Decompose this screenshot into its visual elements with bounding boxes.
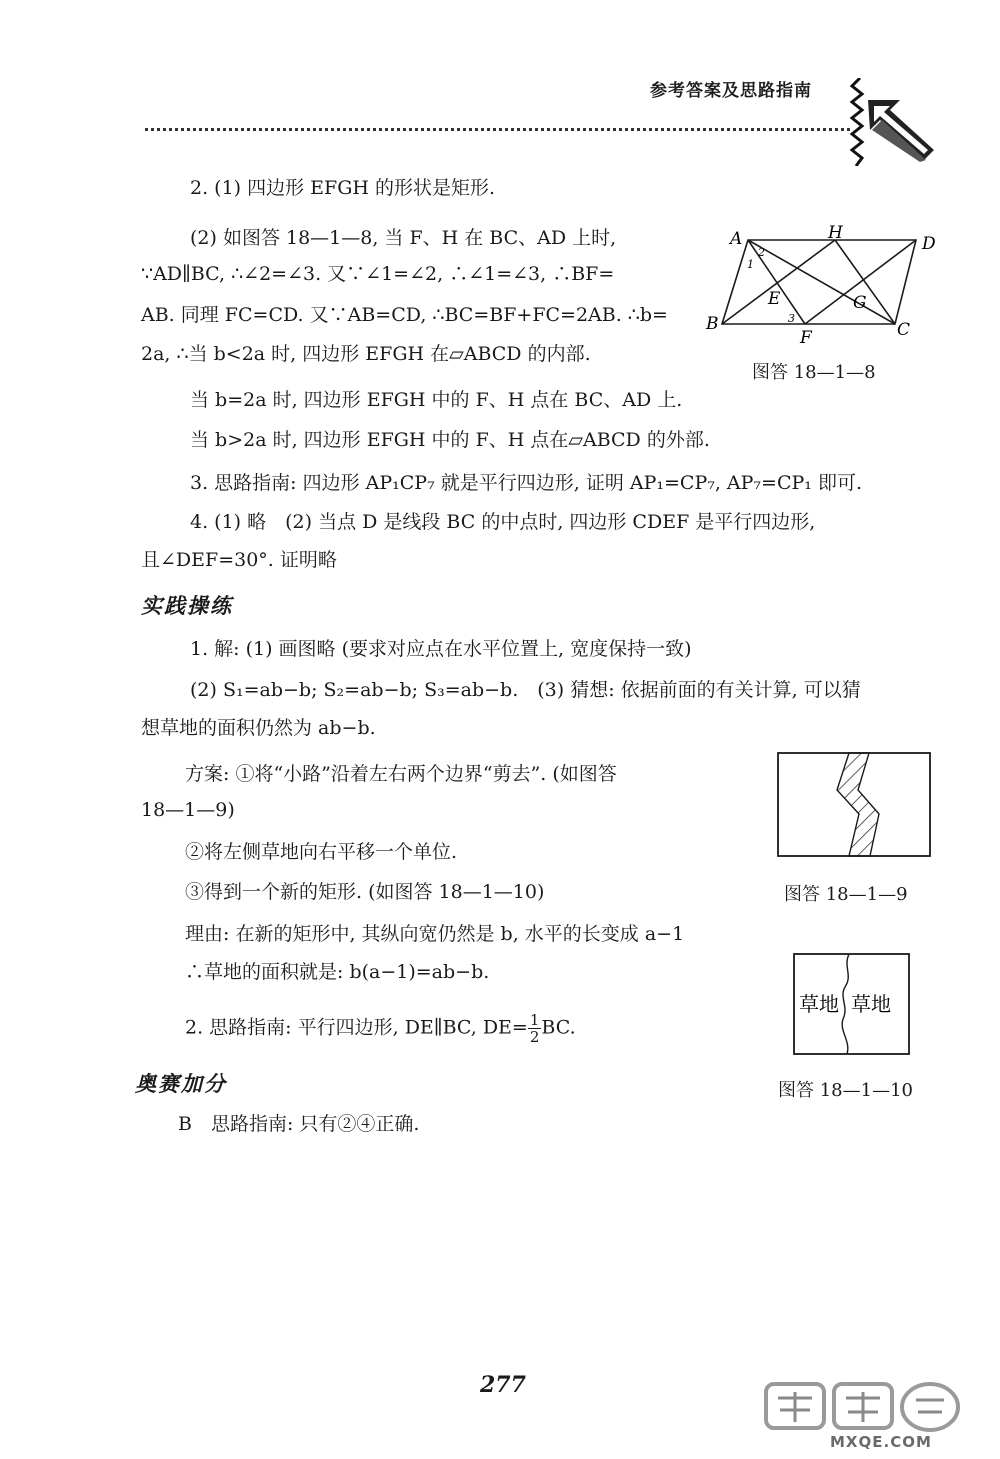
- figure-18-1-9-caption: 图答 18—1—9: [784, 884, 908, 905]
- practice-7: ③得到一个新的矩形. (如图答 18—1—10): [185, 881, 545, 903]
- practice-10-tail: BC.: [541, 1016, 576, 1039]
- practice-3: 想草地的面积仍然为 ab−b.: [141, 717, 376, 739]
- fraction-one-half: [528, 1012, 542, 1045]
- label-B: B: [706, 314, 719, 334]
- answer-2-5: 2a, ∴当 b<2a 时, 四边形 EFGH 在▱ABCD 的内部.: [141, 343, 591, 365]
- practice-4: 方案: ①将“小路”沿着左右两个边界“剪去”. (如图答: [185, 763, 617, 785]
- grass-right-label: 草地: [851, 992, 891, 1016]
- answer-4-b: 且∠DEF=30°. 证明略: [141, 549, 337, 571]
- practice-8: 理由: 在新的矩形中, 其纵向宽仍然是 b, 水平的长变成 a−1: [185, 923, 685, 945]
- arrow-icon: [860, 94, 940, 164]
- figure-18-1-8-caption: 图答 18—1—8: [752, 362, 876, 383]
- page-number: 277: [480, 1372, 526, 1398]
- answer-2-6: 当 b=2a 时, 四边形 EFGH 中的 F、H 点在 BC、AD 上.: [190, 389, 683, 411]
- answer-2-7: 当 b>2a 时, 四边形 EFGH 中的 F、H 点在▱ABCD 的外部.: [190, 429, 710, 451]
- figure-18-1-9: [777, 752, 932, 858]
- label-F: F: [800, 328, 812, 343]
- figure-18-1-8: [700, 218, 950, 343]
- label-H: H: [828, 223, 843, 243]
- header-title: 参考答案及思路指南: [650, 81, 812, 101]
- grass-left-label: 草地: [799, 992, 839, 1016]
- watermark-text: MXQE.COM: [830, 1433, 932, 1451]
- fraction-numerator: 1: [529, 1011, 540, 1029]
- practice-1: 1. 解: (1) 画图略 (要求对应点在水平位置上, 宽度保持一致): [190, 638, 692, 660]
- fraction-denominator: 2: [529, 1028, 540, 1046]
- practice-5: 18—1—9): [141, 799, 235, 821]
- answer-4-a: 4. (1) 略 (2) 当点 D 是线段 BC 的中点时, 四边形 CDEF 是平行四边形,: [190, 511, 816, 533]
- section-title-practice: 实践操练: [141, 594, 233, 618]
- answer-2-2: (2) 如图答 18—1—8, 当 F、H 在 BC、AD 上时,: [190, 227, 617, 249]
- practice-2: (2) S₁=ab−b; S₂=ab−b; S₃=ab−b. (3) 猜想: 依据前面的有关计算, 可以猜: [190, 679, 861, 701]
- angle-3: 3: [788, 312, 795, 325]
- label-E: E: [768, 289, 781, 309]
- angle-1: 1: [747, 258, 754, 271]
- label-G: G: [853, 293, 867, 313]
- practice-9: ∴草地的面积就是: b(a−1)=ab−b.: [185, 961, 490, 983]
- section-title-olympiad: 奥赛加分: [135, 1072, 227, 1096]
- answer-2-3: ∵AD∥BC, ∴∠2=∠3. 又∵∠1=∠2, ∴∠1=∠3, ∴BF=: [141, 263, 615, 285]
- answer-3: 3. 思路指南: 四边形 AP₁CP₇ 就是平行四边形, 证明 AP₁=CP₇, AP₇=CP₁ 即可.: [190, 472, 862, 494]
- label-A: A: [730, 229, 743, 249]
- header-divider: [145, 128, 850, 131]
- practice-6: ②将左侧草地向右平移一个单位.: [185, 841, 458, 863]
- answer-2-1: 2. (1) 四边形 EFGH 的形状是矩形.: [190, 177, 496, 199]
- figure-18-1-10-caption: 图答 18—1—10: [778, 1080, 913, 1101]
- practice-10: [185, 1012, 576, 1045]
- answer-2-4: AB. 同理 FC=CD. 又∵AB=CD, ∴BC=BF+FC=2AB. ∴b=: [141, 304, 668, 326]
- figure-18-1-10: [793, 953, 911, 1056]
- angle-2: 2: [758, 246, 765, 259]
- practice-10-text: 2. 思路指南: 平行四边形, DE∥BC, DE=: [185, 1016, 528, 1039]
- olympiad-answer: B 思路指南: 只有②④正确.: [178, 1113, 420, 1135]
- label-D: D: [922, 234, 936, 254]
- label-C: C: [897, 320, 911, 340]
